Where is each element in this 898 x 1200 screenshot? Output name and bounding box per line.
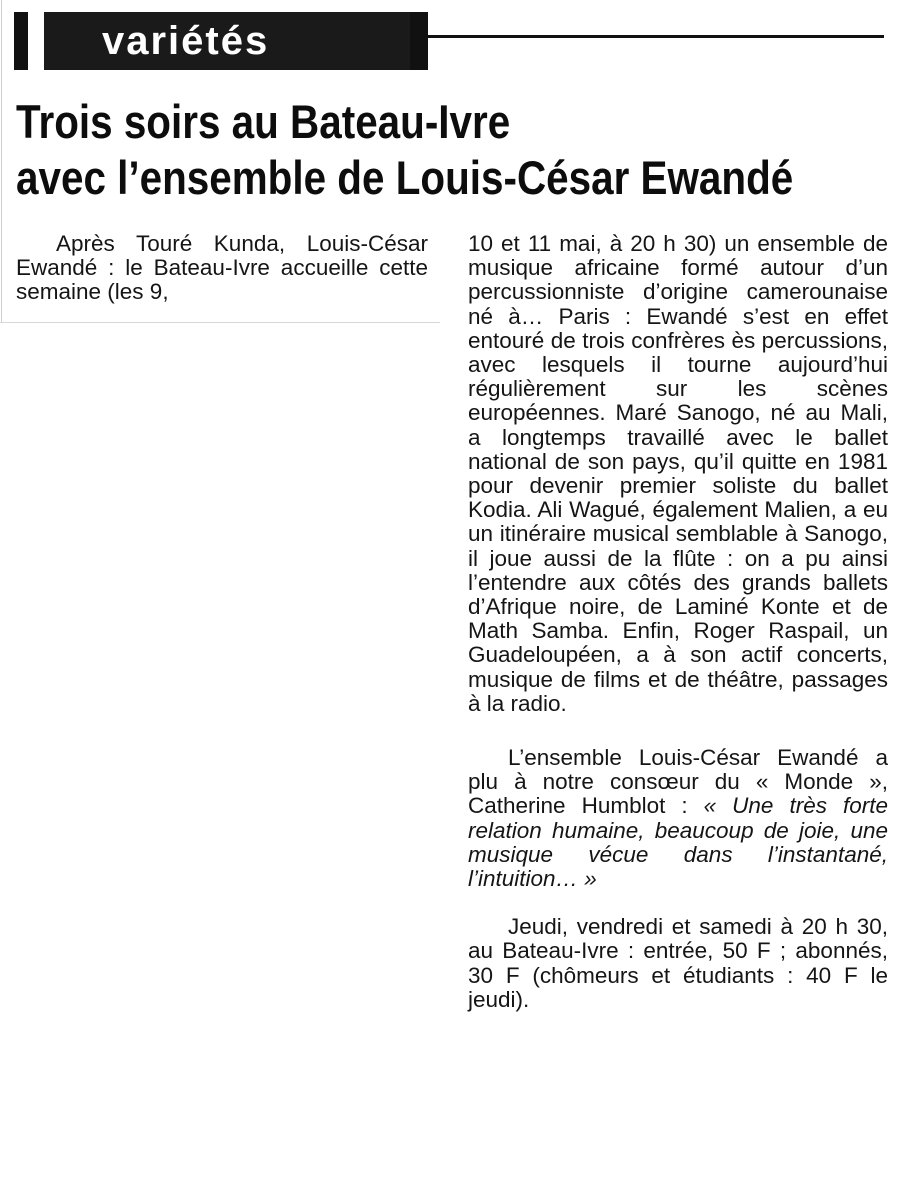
scan-edge-left <box>1 0 2 322</box>
headline <box>16 94 794 206</box>
article-paragraph-2-lead: L’ensemble Louis-César Ewandé a plu à notre consœur du « Monde », Catherine Humblot : <box>468 745 888 819</box>
article-paragraph-1-continued: 10 et 11 mai, à 20 h 30) un ensemble de musique africaine formé autour d’un percussionniste d’origine camerounaise né à… Paris : Ewandé s’est en effet entouré de trois confrères ès percussions, avec lesquels il tourne aujourd’hui régulièrement sur les scènes européennes. Maré Sanogo, né au Mali, a longtemps travaillé avec le ballet national de son pays, qu’il quitte en 1981 pour devenir premier soliste du ballet Kodia. Ali Wagué, également Malien, a eu un itinéraire musical semblable à Sanogo, il joue aussi de la flûte : on a pu ainsi l’entendre aux côtés des grands ballets d’Afrique noire, de Laminé Konte et de Math Samba. Enfin, Roger Raspail, un Guadeloupéen, a à son actif concerts, musique de films et de théâtre, passages à la radio. <box>468 231 888 716</box>
rubric-bar-right <box>410 12 428 70</box>
article-paragraph-3: Jeudi, vendredi et samedi à 20 h 30, au Bateau-Ivre : entrée, 50 F ; abonnés, 30 F (chômeurs et étudiants : 40 F le jeudi). <box>468 914 888 1012</box>
scan-edge-bottom <box>0 322 440 323</box>
rubric-label: variétés <box>44 12 410 70</box>
article-column-right <box>468 232 888 1012</box>
article-column-left <box>16 232 428 305</box>
article-quote: « Une très forte relation humaine, beaucoup de joie, une musique vécue dans l’instantané, l’intuition… » <box>468 793 888 892</box>
headline-line-1: Trois soirs au Bateau-Ivre <box>16 95 511 148</box>
rubric-rule <box>428 35 884 38</box>
article-paragraph-2 <box>468 746 888 891</box>
rubric-bar-left <box>14 12 28 70</box>
headline-line-2: avec l’ensemble de Louis-César Ewandé <box>16 151 794 204</box>
article-paragraph-1-start: Après Touré Kunda, Louis-César Ewandé : le Bateau-Ivre accueille cette semaine (les 9, <box>16 231 428 305</box>
